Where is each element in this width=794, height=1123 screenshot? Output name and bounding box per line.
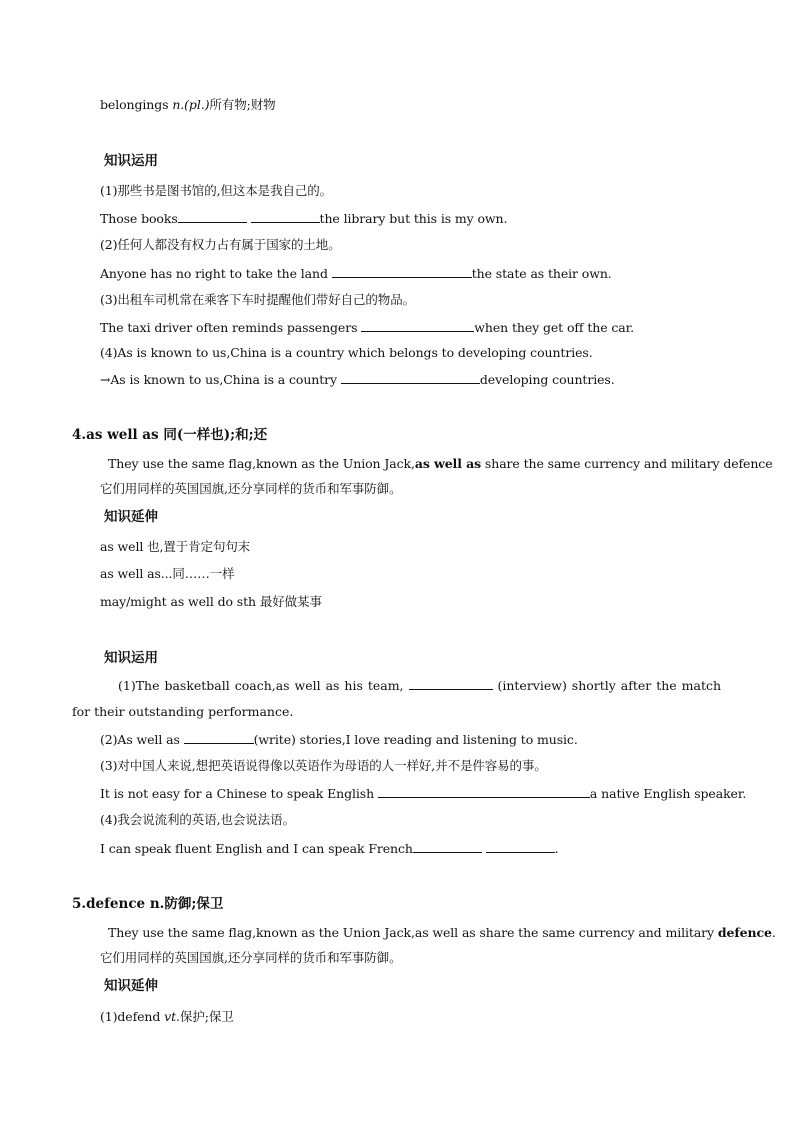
- example-text: share the same currency and military defence: [481, 456, 773, 471]
- vocab-pos: n.(pl.): [172, 97, 210, 112]
- example-text: They use the same flag,known as the Union Jack,: [108, 456, 415, 471]
- answer-blank[interactable]: [184, 731, 254, 744]
- question-cn: (2)任何人都没有权力占有属于国家的土地。: [100, 237, 341, 252]
- question-text: .: [554, 841, 559, 856]
- question-cn: (3)出租车司机常在乘客下车时提醒他们带好自己的物品。: [100, 292, 416, 307]
- question-en: (4)As is known to us,China is a country which belongs to developing countries.: [100, 345, 593, 360]
- example-text: .: [771, 925, 776, 940]
- answer-blank[interactable]: [486, 840, 555, 853]
- example-keyword: as well as: [414, 456, 482, 471]
- example-keyword: defence: [717, 925, 772, 940]
- section-title: 5.defence n.防御;保卫: [72, 896, 224, 912]
- question-text: when they get off the car.: [474, 320, 634, 335]
- practice-heading: 知识运用: [104, 153, 158, 169]
- question-text: (2)As well as: [100, 732, 180, 747]
- answer-blank[interactable]: [332, 265, 472, 278]
- question-line: [100, 840, 559, 857]
- practice-heading: 知识运用: [104, 650, 158, 666]
- extension-word: (1)defend: [100, 1009, 165, 1024]
- extension-item: may/might as well do sth 最好做某事: [100, 594, 322, 609]
- extension-heading: 知识延伸: [104, 509, 158, 525]
- answer-blank[interactable]: [178, 210, 247, 223]
- question-line: [100, 265, 612, 282]
- question-line: [100, 731, 578, 748]
- question-cn: (3)对中国人来说,想把英语说得像以英语作为母语的人一样好,并不是件容易的事。: [100, 758, 547, 773]
- answer-blank[interactable]: [341, 371, 480, 384]
- extension-heading: 知识延伸: [104, 978, 158, 994]
- question-text: (1)The basketball coach,as well as his team,: [118, 678, 404, 693]
- vocab-word: belongings: [100, 97, 169, 112]
- question-line: [100, 210, 507, 227]
- extension-item: as well as...同……一样: [100, 566, 235, 581]
- question-cn: (1)那些书是图书馆的,但这本是我自己的。: [100, 183, 333, 198]
- example-text: They use the same flag,known as the Union Jack,as well as share the same currency and military: [108, 925, 718, 940]
- question-text: developing countries.: [479, 372, 615, 387]
- question-text: the state as their own.: [471, 266, 612, 281]
- extension-item: as well 也,置于肯定句句末: [100, 539, 251, 554]
- example-sentence: [108, 925, 776, 941]
- answer-blank[interactable]: [413, 840, 482, 853]
- extension-meaning: 保护;保卫: [179, 1009, 234, 1024]
- question-text: Anyone has no right to take the land: [100, 266, 328, 281]
- question-text: Those books: [100, 211, 178, 226]
- question-paragraph: [72, 673, 721, 725]
- question-cn: (4)我会说流利的英语,也会说法语。: [100, 812, 295, 827]
- extension-item: [100, 1009, 234, 1025]
- question-text: a native English speaker.: [589, 786, 747, 801]
- example-translation: 它们用同样的英国国旗,还分享同样的货币和军事防御。: [100, 481, 402, 496]
- question-line: [100, 319, 634, 336]
- question-text: (interview) shortly after the match for their outstanding performance.: [72, 678, 722, 719]
- question-text: The taxi driver often reminds passengers: [100, 320, 358, 335]
- section-title: 4.as well as 同(一样也);和;还: [72, 427, 268, 443]
- extension-pos: vt.: [164, 1009, 180, 1024]
- question-line: [100, 371, 615, 388]
- question-text: the library but this is my own.: [319, 211, 508, 226]
- answer-blank[interactable]: [361, 319, 474, 332]
- question-line: [100, 785, 746, 802]
- example-translation: 它们用同样的英国国旗,还分享同样的货币和军事防御。: [100, 950, 402, 965]
- answer-blank[interactable]: [251, 210, 320, 223]
- question-text: It is not easy for a Chinese to speak English: [100, 786, 375, 801]
- example-sentence: [108, 456, 773, 472]
- answer-blank[interactable]: [409, 677, 493, 690]
- question-text: (write) stories,I love reading and listening to music.: [253, 732, 578, 747]
- answer-blank[interactable]: [378, 785, 590, 798]
- vocab-line-belongings: [100, 97, 276, 113]
- vocab-meaning: 所有物;财物: [209, 97, 276, 112]
- question-text: I can speak fluent English and I can speak French: [100, 841, 413, 856]
- question-text: →As is known to us,China is a country: [100, 372, 337, 387]
